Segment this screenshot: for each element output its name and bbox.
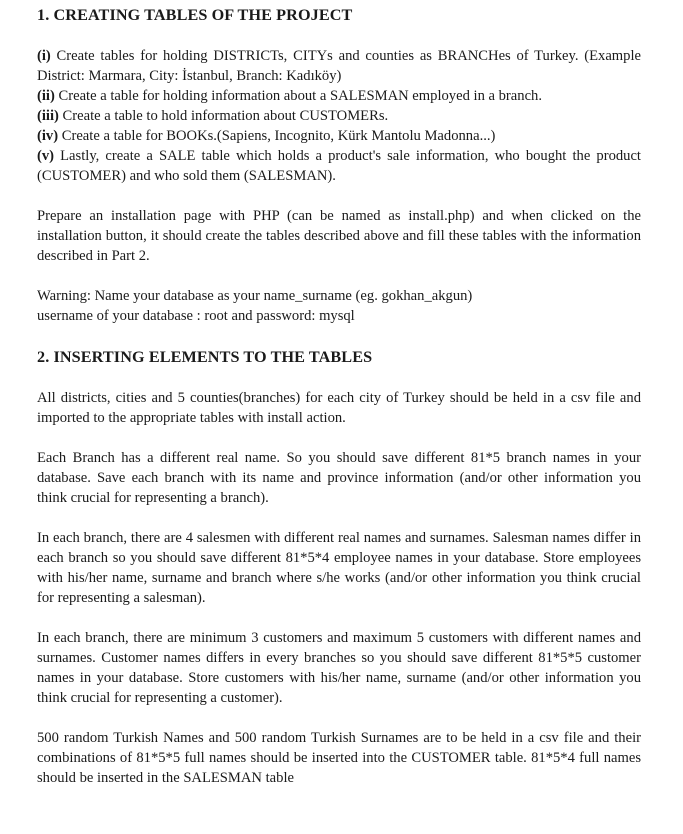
- install-paragraph: Prepare an installation page with PHP (can be named as install.php) and when clicked on the installation button, it should create the tables described above and fill these tables with the information described in Part 2.: [37, 208, 641, 264]
- task-number: (iii): [37, 108, 59, 124]
- paragraph: In each branch, there are 4 salesmen with different real names and surnames. Salesman names differ in each branch so you should save different 81*5*4 employee names in your database. Store employees with his/her name, surname and branch where s/he works (and/or other information you think crucial for representing a salesman).: [37, 530, 641, 606]
- warning-note: [37, 286, 641, 326]
- task-number: (v): [37, 148, 55, 164]
- task-text: Lastly, create a SALE table which holds a product's sale information, who bought the product (CUSTOMER) and who sold them (SALESMAN).: [37, 148, 641, 184]
- task-number: (i): [37, 48, 51, 64]
- warning-line: Warning: Name your database as your name_surname (eg. gokhan_akgun): [37, 288, 473, 304]
- task-number: (ii): [37, 88, 55, 104]
- task-text: Create tables for holding DISTRICTs, CITYs and counties as BRANCHes of Turkey. (Example District: Marmara, City: İstanbul, Branch: Kadıköy): [37, 48, 641, 84]
- paragraph: In each branch, there are minimum 3 customers and maximum 5 customers with different names and surnames. Customer names differs in every branches so you should save different 81*5*5 customer names in your database. Store customers with his/her name, surname (and/or other information you think crucial for representing a customer).: [37, 630, 641, 706]
- credentials-line: username of your database : root and password: mysql: [37, 308, 355, 324]
- task-text: Create a table to hold information about CUSTOMERs.: [58, 108, 389, 124]
- paragraph: 500 random Turkish Names and 500 random Turkish Surnames are to be held in a csv file and their combinations of 81*5*5 full names should be inserted into the CUSTOMER table. 81*5*4 full names should be inserted in the SALESMAN table: [37, 730, 641, 786]
- paragraph: All districts, cities and 5 counties(branches) for each city of Turkey should be held in a csv file and imported to the appropriate tables with install action.: [37, 390, 641, 426]
- task-item: [37, 106, 641, 126]
- task-item: [37, 126, 641, 146]
- task-item: [37, 46, 641, 86]
- task-item: [37, 86, 641, 106]
- task-item: [37, 146, 641, 186]
- paragraph: Each Branch has a different real name. So you should save different 81*5 branch names in your database. Save each branch with its name and province information (and/or other information you think crucial for representing a branch).: [37, 450, 641, 506]
- task-text: Create a table for BOOKs.(Sapiens, Incognito, Kürk Mantolu Madonna...): [58, 128, 496, 144]
- task-number: (iv): [37, 128, 59, 144]
- section-1-heading: 1. CREATING TABLES OF THE PROJECT: [37, 6, 353, 24]
- task-text: Create a table for holding information about a SALESMAN employed in a branch.: [54, 88, 542, 104]
- section-2-heading: 2. INSERTING ELEMENTS TO THE TABLES: [37, 348, 373, 366]
- task-list: [37, 46, 641, 186]
